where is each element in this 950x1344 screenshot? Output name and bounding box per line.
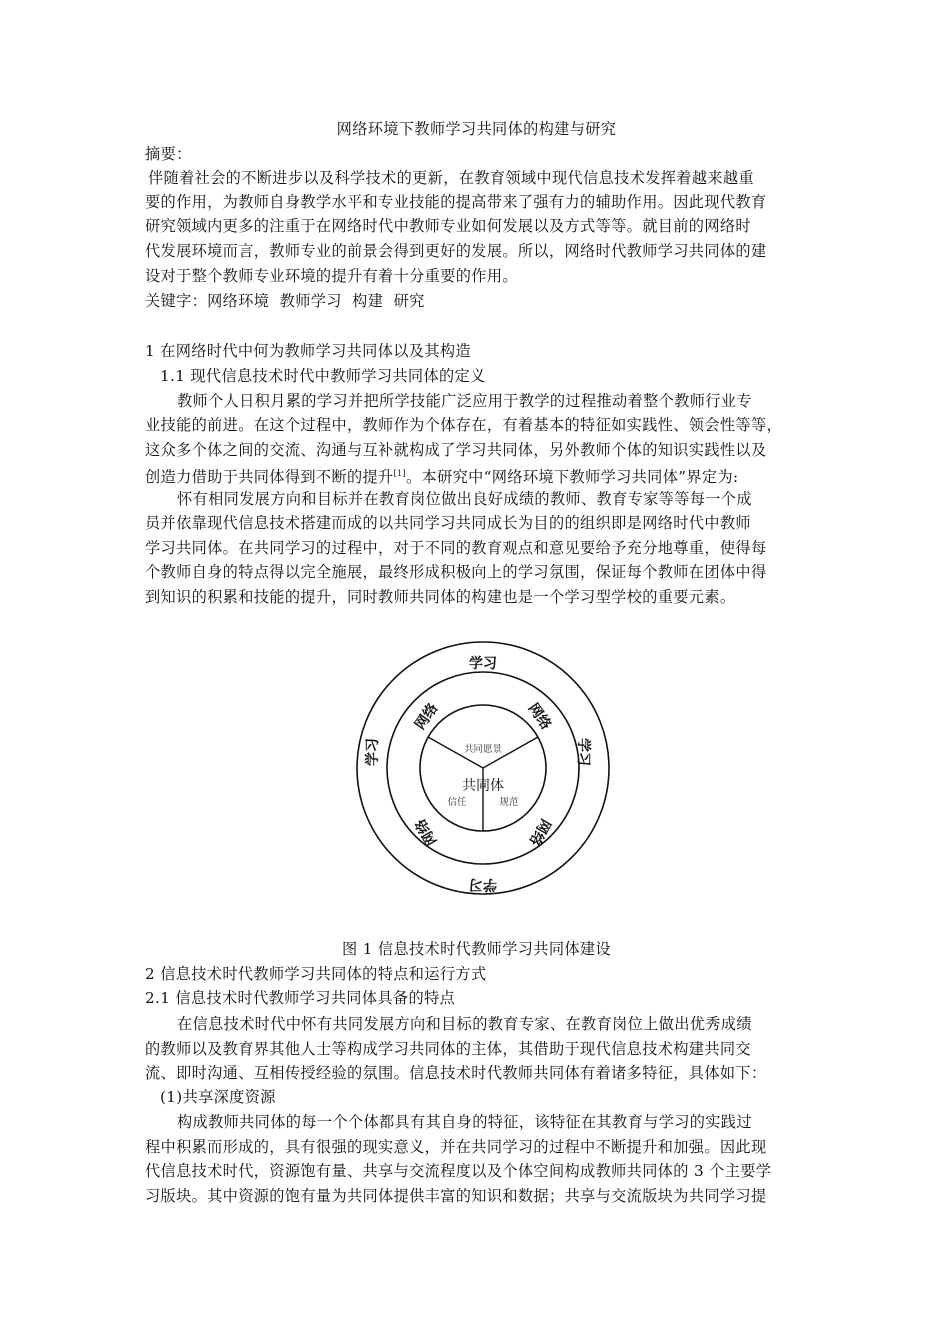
study-label: 学习 [365, 738, 381, 766]
paragraph-text: 。本研究中“网络环境下教师学习共同体”界定为: [406, 468, 739, 486]
document-title: 网络环境下教师学习共同体的构建与研究 [336, 120, 617, 138]
study-label: 学习 [469, 876, 497, 892]
paragraph-line: 代信息技术时代，资源饱有量、共享与交流程度以及个体空间构成教师共同体的 3 个主要学 [145, 1162, 772, 1180]
paragraph-line: 怀有相同发展方向和目标并在教育岗位做出良好成绩的教师、教育专家等等每一个成 [177, 490, 752, 508]
abstract-label: 摘要： [145, 145, 192, 163]
paragraph-line: 程中积累而形成的，具有很强的现实意义，并在共同学习的过程中不断提升和加强。因此现 [145, 1138, 767, 1156]
citation-marker: [1] [393, 469, 406, 478]
abstract-line: 要的作用，为教师自身教学水平和专业技能的提高带来了强有力的辅助作用。因此现代教育 [145, 193, 767, 211]
item-heading: (1)共享深度资源 [160, 1088, 276, 1106]
trust-label: 信任 [447, 797, 467, 808]
paragraph-line: 这众多个体之间的交流、沟通与互补就构成了学习共同体，另外教师个体的知识实践性以及 [145, 441, 767, 459]
learning-community-diagram [355, 640, 611, 896]
paragraph-text: 创造力借助于共同体得到不断的提升 [145, 468, 394, 486]
paragraph-line: 到知识的积累和技能的提升，同时教师共同体的构建也是一个学习型学校的重要元素。 [145, 588, 736, 606]
abstract-line: 伴随着社会的不断进步以及科学技术的更新，在教育领域中现代信息技术发挥着越来越重 [148, 169, 754, 187]
paragraph-line: 流、即时沟通、互相传授经验的氛围。信息技术时代教师共同体有着诸多特征，具体如下： [145, 1064, 767, 1082]
network-label: 网络 [412, 815, 441, 849]
paragraph-line: 员并依靠现代信息技术搭建而成的以共同学习共同成长为目的的组织即是网络时代中教师 [145, 514, 751, 532]
study-label: 学习 [575, 738, 591, 766]
paragraph-line: 习版块。其中资源的饱有量为共同体提供丰富的知识和数据；共享与交流版块为共同学习提 [145, 1187, 767, 1205]
keywords: 关键字：网络环境 教师学习 构建 研究 [145, 292, 425, 310]
paragraph-line: 构成教师共同体的每一个个体都具有其自身的特征，该特征在其教育与学习的实践过 [177, 1113, 752, 1131]
figure-caption: 图 1 信息技术时代教师学习共同体建设 [342, 940, 611, 958]
subsection-heading: 1.1 现代信息技术时代中教师学习共同体的定义 [160, 367, 486, 385]
abstract-line: 研究领域内更多的注重于在网络时代中教师专业如何发展以及方式等等。就目前的网络时 [145, 217, 751, 235]
paragraph-line: 业技能的前进。在这个过程中，教师作为个体存在，有着基本的特征如实践性、领会性等等， [145, 416, 783, 434]
paragraph-line: 在信息技术时代中怀有共同发展方向和目标的教育专家、在教育岗位上做出优秀成绩 [177, 1015, 752, 1033]
paragraph-line: 的教师以及教育界其他人士等构成学习共同体的主体，其借助于现代信息技术构建共同交 [145, 1040, 751, 1058]
abstract-line: 设对于整个教师专业环境的提升有着十分重要的作用。 [145, 267, 518, 285]
paragraph-line: 教师个人日积月累的学习并把所学技能广泛应用于教学的过程推动着整个教师行业专 [177, 392, 752, 410]
network-label: 网络 [525, 815, 554, 849]
paragraph-line [145, 462, 808, 490]
subsection-heading: 2.1 信息技术时代教师学习共同体具备的特点 [145, 989, 456, 1007]
section-heading: 1 在网络时代中何为教师学习共同体以及其构造 [145, 342, 471, 360]
study-label: 学习 [469, 656, 497, 672]
network-label: 网络 [524, 700, 554, 733]
network-label: 网络 [412, 700, 442, 733]
section-heading: 2 信息技术时代教师学习共同体的特点和运行方式 [145, 965, 487, 983]
center-label: 共同体 [462, 778, 504, 794]
abstract-line: 代发展环境而言，教师专业的前景会得到更好的发展。所以，网络时代教师学习共同体的建 [145, 242, 767, 260]
shared-vision-label: 共同愿景 [463, 744, 503, 755]
norm-label: 规范 [499, 797, 519, 808]
paragraph-line: 个教师自身的特点得以完全施展，最终形成积极向上的学习氛围，保证每个教师在团体中得 [145, 563, 767, 581]
paragraph-line: 学习共同体。在共同学习的过程中，对于不同的教育观点和意见要给予充分地尊重，使得每 [145, 539, 767, 557]
